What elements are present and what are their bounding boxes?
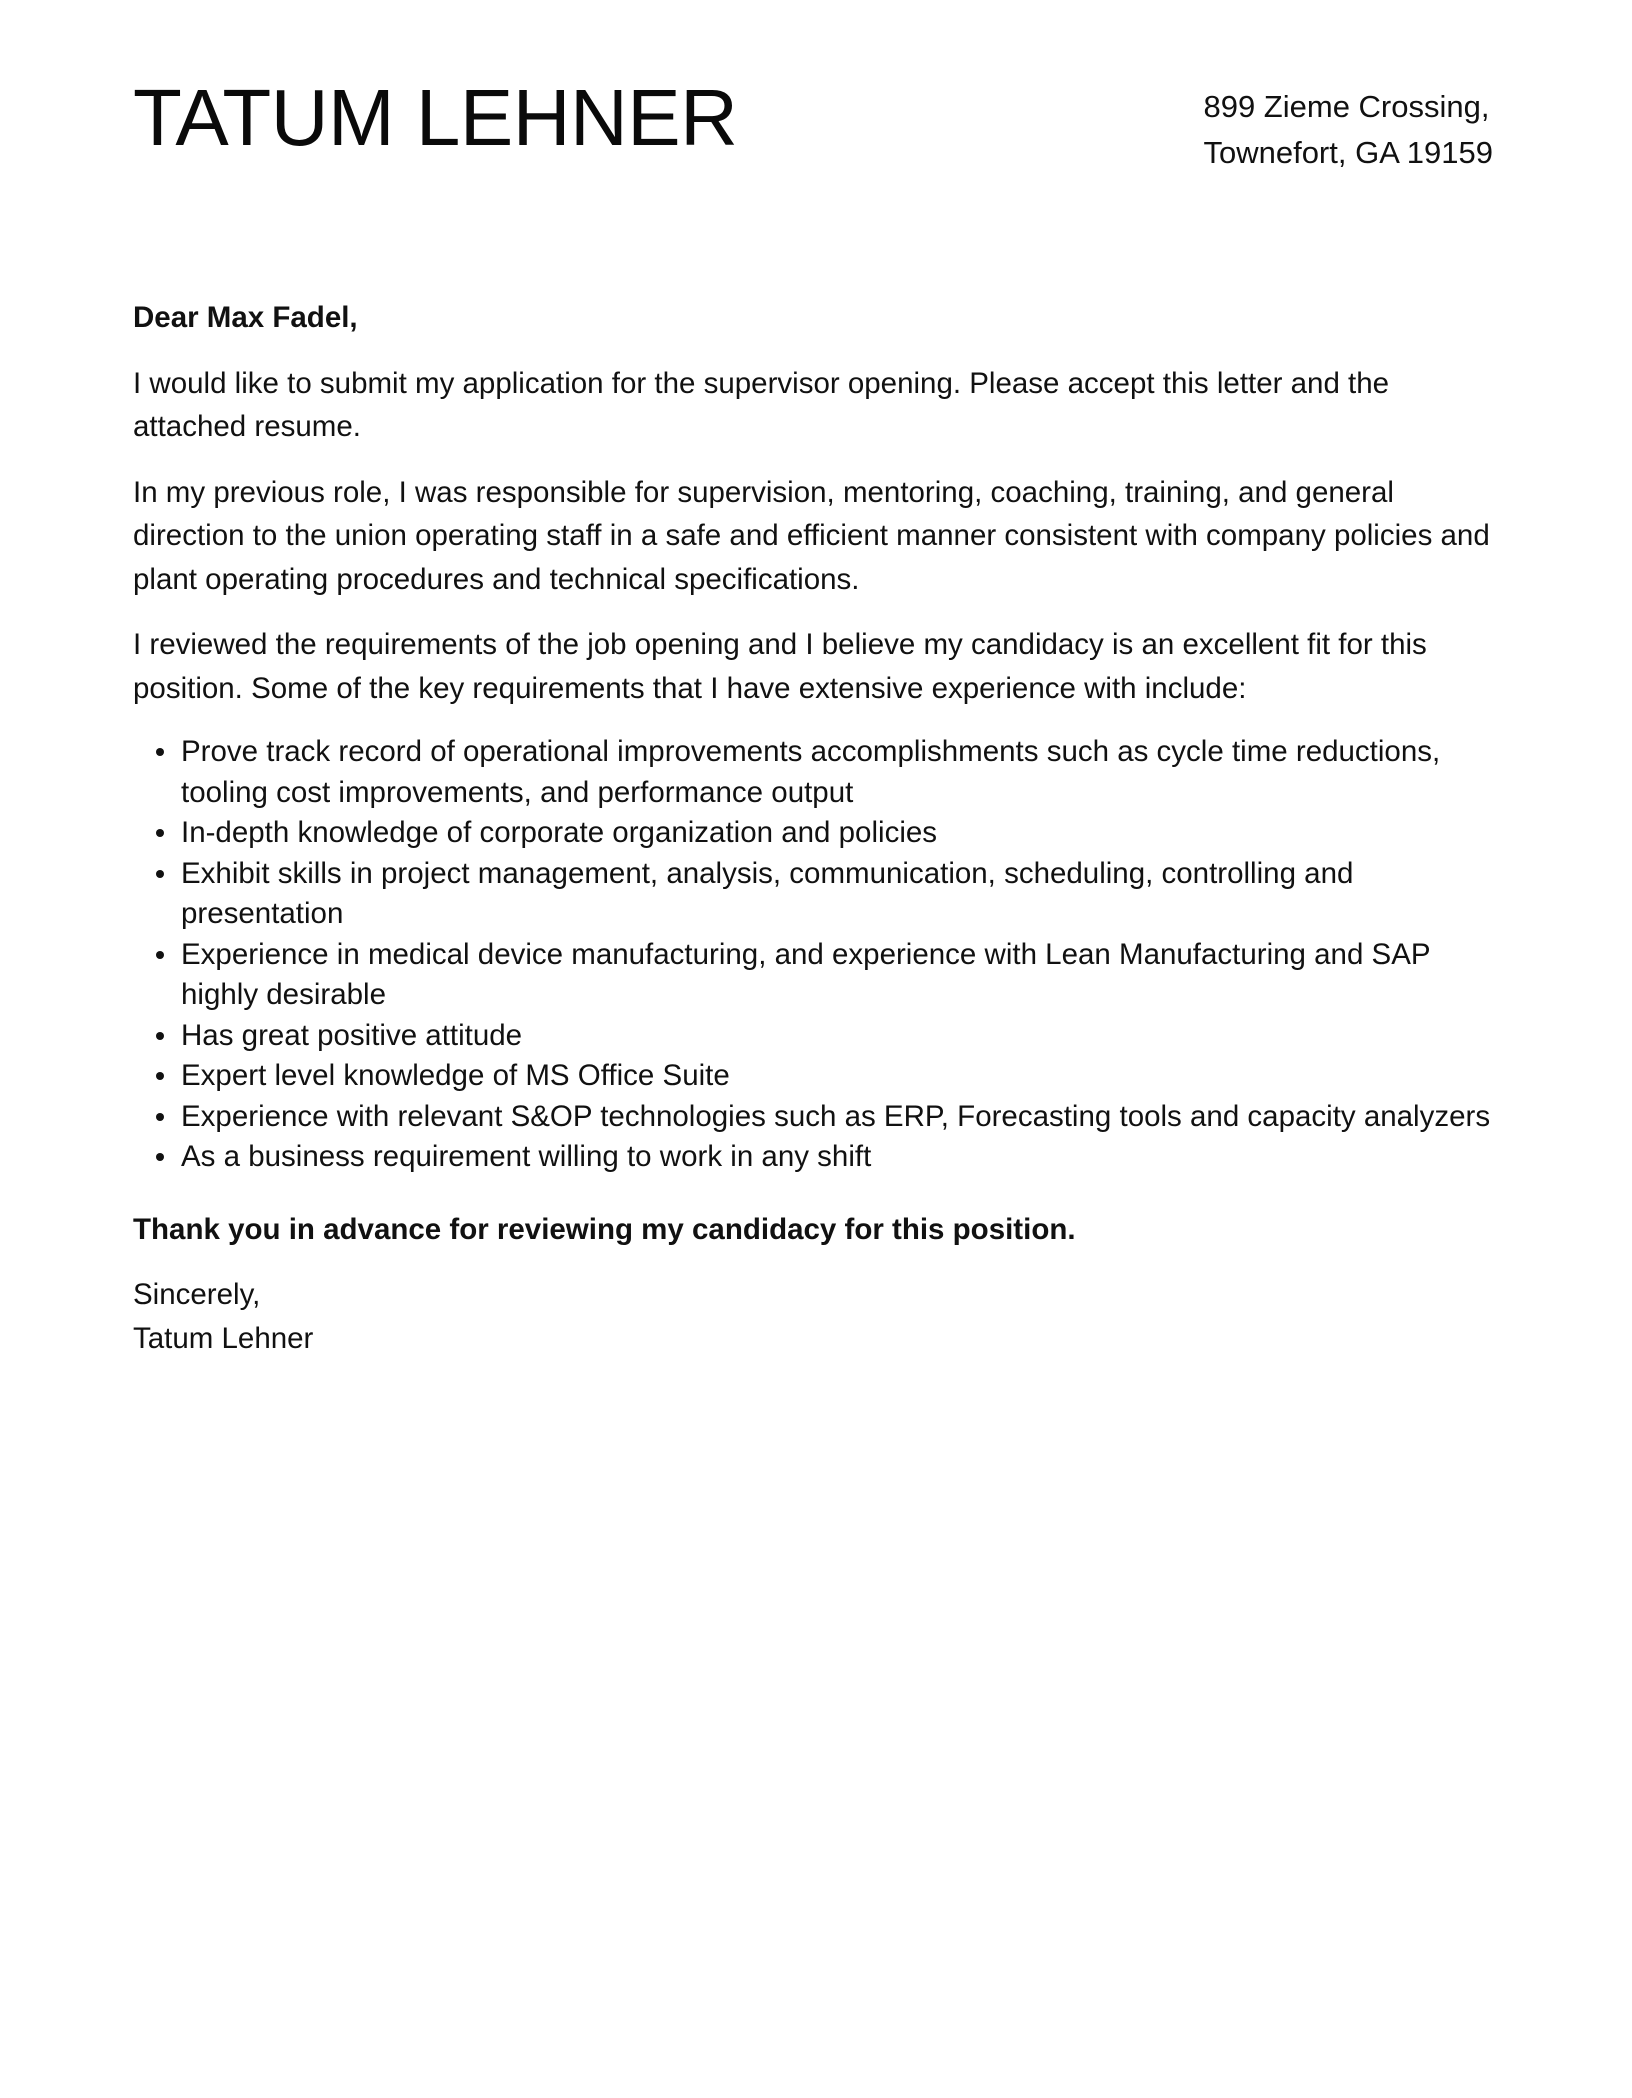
requirements-list [133, 732, 1503, 1178]
list-item-text: Experience with relevant S&OP technologies such as ERP, Forecasting tools and capacity analyzers [181, 1099, 1491, 1133]
applicant-name-heading: TATUM LEHNER [133, 73, 738, 162]
bullet-icon [156, 1113, 164, 1121]
list-item-text: Expert level knowledge of MS Office Suite [181, 1059, 730, 1092]
experience-paragraph: In my previous role, I was responsible for supervision, mentoring, coaching, training, and general direction to the union operating staff in a safe and efficient manner consistent with company policies and plant operating procedures and technical specifications. [133, 475, 1490, 596]
requirements-intro-paragraph: I reviewed the requirements of the job opening and I believe my candidacy is an excellent fit for this position. Some of the key requirements that I have extensive experience with include: [133, 628, 1427, 705]
list-item-text: Has great positive attitude [181, 1018, 523, 1052]
list-item [181, 732, 1503, 813]
signoff [133, 1273, 1503, 1360]
bullet-icon [156, 1072, 164, 1080]
bullet-icon [156, 829, 164, 837]
letter-body [133, 296, 1503, 1360]
closing-statement: Thank you in advance for reviewing my candidacy for this position. [133, 1212, 1076, 1246]
list-item-text: Experience in medical device manufacturing, and experience with Lean Manufacturing and SAP highly desirable [181, 937, 1431, 1011]
bullet-icon [156, 748, 164, 756]
list-item-text: Exhibit skills in project management, analysis, communication, scheduling, controlling and presentation [181, 856, 1354, 930]
bullet-icon [156, 1032, 164, 1040]
list-item [181, 854, 1503, 935]
bullet-icon [156, 1153, 164, 1161]
bullet-icon [156, 951, 164, 959]
address-line-2: Townefort, GA 19159 [1203, 135, 1493, 170]
list-item-text: In-depth knowledge of corporate organization and policies [181, 816, 938, 849]
applicant-address [1203, 84, 1493, 176]
list-item [181, 1137, 1503, 1178]
signoff-text: Sincerely, [133, 1278, 261, 1311]
list-item [181, 1097, 1503, 1138]
list-item-text: As a business requirement willing to work in any shift [181, 1140, 872, 1173]
salutation: Dear Max Fadel, [133, 301, 358, 334]
list-item-text: Prove track record of operational improvements accomplishments such as cycle time reductions, tooling cost improvements, and performance output [181, 735, 1441, 809]
list-item [181, 813, 1503, 854]
bullet-icon [156, 870, 164, 878]
list-item [181, 1056, 1503, 1097]
list-item [181, 1016, 1503, 1057]
signature-name: Tatum Lehner [133, 1321, 314, 1355]
address-line-1: 899 Zieme Crossing, [1203, 89, 1490, 124]
list-item [181, 935, 1503, 1016]
intro-paragraph: I would like to submit my application for the supervisor opening. Please accept this letter and the attached resume. [133, 366, 1390, 443]
